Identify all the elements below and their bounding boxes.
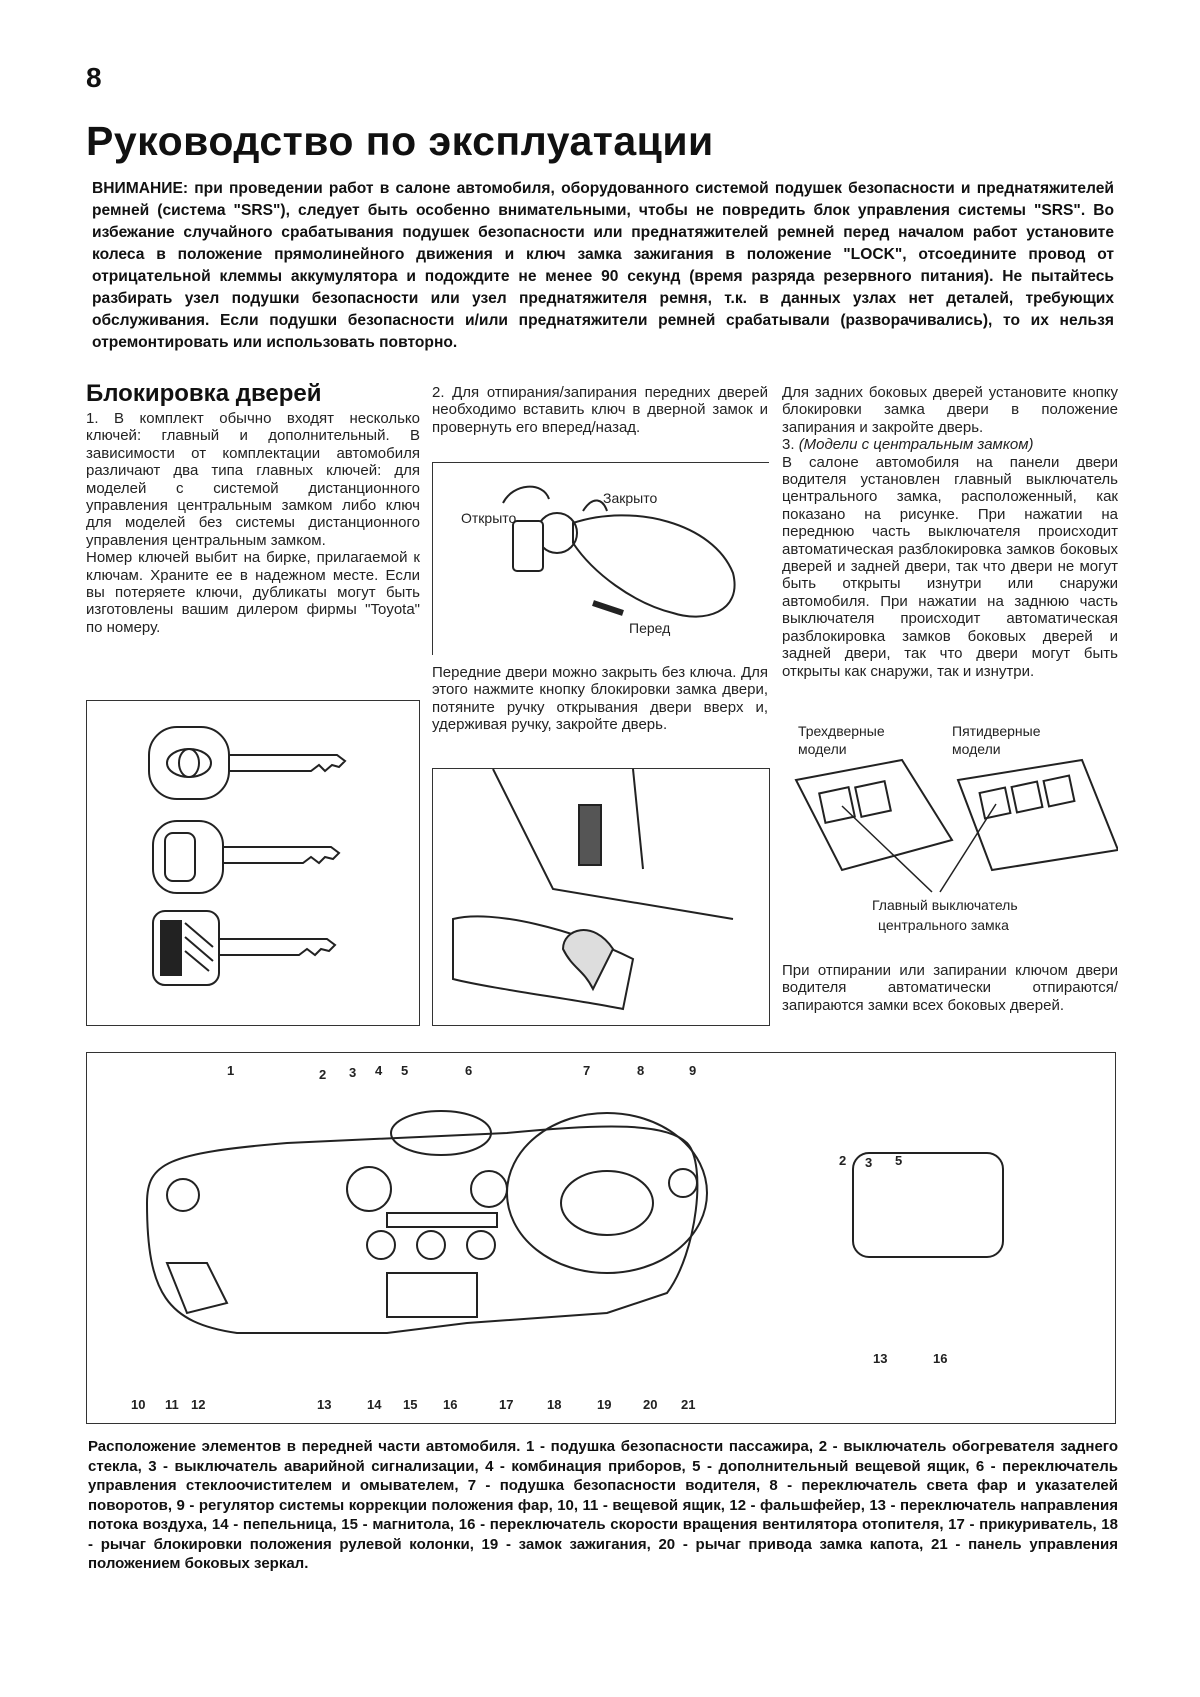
open-arrow bbox=[503, 487, 549, 503]
airbag-pad bbox=[561, 1171, 653, 1235]
section-heading: Блокировка дверей bbox=[86, 380, 322, 407]
column-2-lower bbox=[432, 664, 768, 734]
vent-right bbox=[669, 1169, 697, 1197]
item-3-number: 3. bbox=[782, 436, 795, 454]
door-edge bbox=[493, 769, 733, 919]
dashboard-figure bbox=[86, 1052, 1116, 1424]
label-switch-1: Главный выключатель bbox=[872, 897, 1018, 913]
label-closed: Закрыто bbox=[603, 490, 658, 506]
master-key-head bbox=[149, 727, 229, 799]
alt-center-console bbox=[853, 1153, 1003, 1257]
label-front: Перед bbox=[629, 620, 671, 636]
alt-label-3: 3 bbox=[865, 1155, 873, 1170]
window-switch-figure bbox=[782, 720, 1118, 948]
front-arrow bbox=[593, 603, 623, 613]
dash-label-12: 12 bbox=[191, 1397, 206, 1412]
dash-label-2: 2 bbox=[319, 1067, 327, 1082]
dash-label-1: 1 bbox=[227, 1063, 235, 1078]
door-lock-figure bbox=[432, 462, 769, 655]
close-without-key-paragraph: Передние двери можно закрыть без ключа. Для этого нажмите кнопку блокировки замка двери, потяните ручку открывания двери вверх и, удерживая ручку, закройте дверь. bbox=[432, 664, 768, 734]
dash-label-4: 4 bbox=[375, 1063, 383, 1078]
dash-label-14: 14 bbox=[367, 1397, 382, 1412]
central-lock-paragraph: В салоне автомобиля на панели двери водителя установлен главный выключатель центрального замка, расположенный, как показано на рисунке. При нажатии на переднюю часть выключателя происходит автоматическая разблокировка замков боковых дверей и задней двери, так что двери не могут быть открыты изнутри или снаружи автомобиля. При нажатии на заднюю часть выключателя происходит автоматическая разблокировка замков боковых дверей и задней двери, так что двери могут быть открыты как снаружи, так и изнутри. bbox=[782, 453, 1118, 680]
column-3 bbox=[782, 384, 1118, 680]
driver-key-paragraph: При отпирании или запирании ключом двери водителя автоматически отпираются/запираются замки всех боковых дверей. bbox=[782, 962, 1118, 1014]
dashboard-illustration bbox=[87, 1053, 1115, 1423]
dash-label-11: 11 bbox=[165, 1397, 179, 1412]
keys-paragraph: 1. В комплект обычно входят несколько ключей: главный и дополнительный. В зависимости от комплектации автомобиля различают два типа главных ключей: для моделей с системой дистанционного управления центральным замком либо ключ для моделей без системы дистанционного управления центральным замком. bbox=[86, 410, 420, 549]
alt-label-16: 16 bbox=[933, 1351, 948, 1366]
alt-label-5: 5 bbox=[895, 1153, 903, 1168]
vent-left bbox=[167, 1179, 199, 1211]
dash-label-16: 16 bbox=[443, 1397, 458, 1412]
dash-label-9: 9 bbox=[689, 1063, 697, 1078]
key-number-paragraph: Номер ключей выбит на бирке, прилагаемой к ключам. Храните ее в надежном месте. Если вы потеряете ключи, дубликаты могут быть изготовлены вашим дилером фирмы "Toyota" по номеру. bbox=[86, 549, 420, 636]
keys-illustration bbox=[87, 701, 419, 1025]
glovebox bbox=[167, 1263, 227, 1313]
dash-label-13: 13 bbox=[317, 1397, 332, 1412]
dash-label-8: 8 bbox=[637, 1063, 645, 1078]
dash-label-6: 6 bbox=[465, 1063, 473, 1078]
instrument-cluster bbox=[391, 1111, 491, 1155]
dash-label-19: 19 bbox=[597, 1397, 612, 1412]
keys-figure bbox=[86, 700, 420, 1026]
lift-arrow bbox=[563, 930, 613, 989]
page-number: 8 bbox=[86, 62, 102, 93]
inserted-key bbox=[513, 521, 543, 571]
column-1 bbox=[86, 410, 420, 636]
radio bbox=[387, 1273, 477, 1317]
dash-label-15: 15 bbox=[403, 1397, 418, 1412]
label-switch-2: центрального замка bbox=[878, 917, 1009, 933]
dash-label-5: 5 bbox=[401, 1063, 409, 1078]
five-door-panel bbox=[958, 760, 1118, 870]
label-three-door-2: модели bbox=[798, 741, 847, 757]
column-3-lower bbox=[782, 962, 1118, 1014]
rear-door-paragraph: Для задних боковых дверей установите кнопку блокировки замка двери в положение запирания и закройте дверь. bbox=[782, 384, 1118, 436]
label-three-door-1: Трехдверные bbox=[798, 723, 885, 739]
column-2 bbox=[432, 384, 768, 436]
alt-label-13: 13 bbox=[873, 1351, 888, 1366]
central-lock-models: (Модели с центральным замком) bbox=[798, 436, 1034, 454]
dash-label-3: 3 bbox=[349, 1065, 357, 1080]
label-five-door-1: Пятидверные bbox=[952, 723, 1041, 739]
alt-label-2: 2 bbox=[839, 1153, 847, 1168]
srs-warning: ВНИМАНИЕ: при проведении работ в салоне автомобиля, оборудованного системой подушек безопасности и преднатяжителей ремней (система "SRS"), следует быть особенно внимательными, чтобы не повредить блок управления системы "SRS". Во избежание случайного срабатывания подушек безопасности или преднатяжителей ремней перед началом работ установите колеса в положение прямолинейного движения и ключ замка зажигания в положение "LOCK", отсоедините провод от отрицательной клеммы аккумулятора и подождите не менее 90 секунд (время разряда резервного питания). Не пытайтесь разбирать узел подушки безопасности или узел преднатяжителя ремня, т.к. в данных узлах нет деталей, требующих обслуживания. Если подушки безопасности и/или преднатяжители ремней срабатывали (разворачивались), то их нельзя отремонтировать или использовать повторно. bbox=[92, 180, 1114, 351]
page-title: Руководство по эксплуатации bbox=[86, 118, 714, 164]
front-door-paragraph: 2. Для отпирания/запирания передних дверей необходимо вставить ключ в дверной замок и провернуть его вперед/назад. bbox=[432, 384, 768, 436]
dash-label-18: 18 bbox=[547, 1397, 562, 1412]
master-key-blade bbox=[229, 755, 345, 771]
dash-label-7: 7 bbox=[583, 1063, 591, 1078]
dash-label-10: 10 bbox=[131, 1397, 146, 1412]
vent-center-right bbox=[471, 1171, 507, 1207]
dashboard-outline bbox=[147, 1126, 697, 1333]
door-handle-figure bbox=[432, 768, 770, 1026]
lock-button-arrow bbox=[579, 805, 601, 865]
figure-caption: Расположение элементов в передней части автомобиля. 1 - подушка безопасности пассажира, 2 - выключатель обогревателя заднего стекла, 3 - выключатель аварийной сигнализации, 4 - комбинация приборов, 5 - дополнительный вещевой ящик, 6 - переключатель управления стеклоочистителем и омывателем, 7 - подушка безопасности водителя, 8 - переключатель света фар и указателей поворотов, 9 - регулятор системы коррекции положения фар, 10, 11 - вещевой ящик, 12 - фальшфейер, 13 - переключатель направления потока воздуха, 14 - пепельница, 15 - магнитола, 16 - переключатель скорости вращения вентилятора отопителя, 17 - прикуриватель, 18 - рычаг блокировки положения рулевой колонки, 19 - замок зажигания, 20 - рычаг привода замка капота, 21 - панель управления положением боковых зеркал. bbox=[88, 1438, 1118, 1572]
dash-label-20: 20 bbox=[643, 1397, 658, 1412]
label-five-door-2: модели bbox=[952, 741, 1001, 757]
vent-center-left bbox=[347, 1167, 391, 1211]
dash-label-21: 21 bbox=[681, 1397, 696, 1412]
steering-wheel bbox=[507, 1113, 707, 1273]
dash-label-17: 17 bbox=[499, 1397, 514, 1412]
switch-row bbox=[387, 1213, 497, 1227]
label-open: Открыто bbox=[461, 510, 517, 526]
